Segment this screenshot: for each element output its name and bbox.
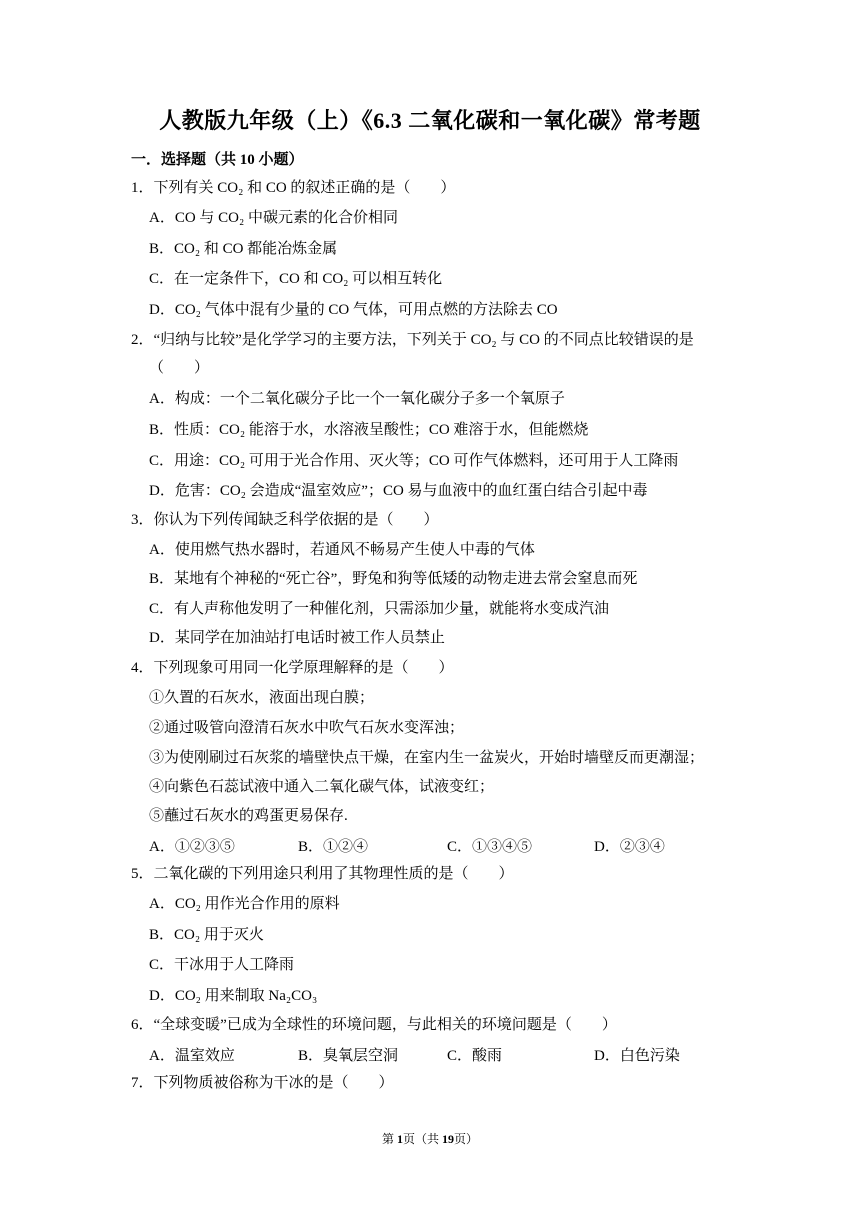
- question-5-option-b: B．CO₂ 用于灭火: [149, 927, 264, 943]
- question-3-option-d: D．某同学在加油站打电话时被工作人员禁止: [149, 630, 445, 646]
- question-5-stem: 5．二氧化碳的下列用途只利用了其物理性质的是（ ）: [131, 866, 514, 882]
- question-4-item-1: ①久置的石灰水，液面出现白膜；: [149, 690, 375, 706]
- question-6-option-d: D．白色污染: [594, 1048, 680, 1064]
- question-2-stem: 2．“归纳与比较”是化学学习的主要方法，下列关于 CO₂ 与 CO 的不同点比较错误的是: [131, 332, 694, 348]
- question-1-stem: 1．下列有关 CO₂ 和 CO 的叙述正确的是（ ）: [131, 180, 456, 196]
- question-1-option-c: C．在一定条件下，CO 和 CO₂ 可以相互转化: [149, 271, 443, 287]
- footer-middle: 页（共: [402, 1132, 442, 1146]
- question-4-item-2: ②通过吸管向澄清石灰水中吹气石灰水变浑浊；: [149, 720, 465, 736]
- question-4-option-c: C．①③④⑤: [447, 839, 533, 855]
- question-4-option-a: A．①②③⑤: [149, 839, 235, 855]
- footer-page-number: 1: [396, 1132, 403, 1146]
- question-6-stem: 6．“全球变暖”已成为全球性的环境问题，与此相关的环境问题是（ ）: [131, 1017, 617, 1033]
- question-4-option-d: D．②③④: [594, 839, 665, 855]
- question-4-option-b: B．①②④: [298, 839, 369, 855]
- question-3-stem: 3．你认为下列传闻缺乏科学依据的是（ ）: [131, 512, 439, 528]
- question-6-option-b: B．臭氧层空洞: [298, 1048, 399, 1064]
- question-6-option-a: A．温室效应: [149, 1048, 235, 1064]
- question-4-item-3: ③为使刚刷过石灰浆的墙壁快点干燥，在室内生一盆炭火，开始时墙壁反而更潮湿；: [149, 750, 705, 766]
- page-title: 人教版九年级（上）《6.3 二氧化碳和一氧化碳》常考题: [159, 108, 701, 133]
- footer-total-pages: 19: [442, 1132, 454, 1146]
- question-1-option-b: B．CO₂ 和 CO 都能冶炼金属: [149, 241, 338, 257]
- question-2-option-c: C．用途：CO₂ 可用于光合作用、灭火等；CO 可作气体燃料，还可用于人工降雨: [149, 453, 679, 469]
- question-3-option-a: A．使用燃气热水器时，若通风不畅易产生使人中毒的气体: [149, 542, 535, 558]
- footer-prefix: 第: [381, 1132, 397, 1146]
- question-3-option-c: C．有人声称他发明了一种催化剂，只需添加少量，就能将水变成汽油: [149, 601, 610, 617]
- question-3-option-b: B．某地有个神秘的“死亡谷”，野兔和狗等低矮的动物走进去常会窒息而死: [149, 571, 638, 587]
- question-4-stem: 4．下列现象可用同一化学原理解释的是（ ）: [131, 660, 454, 676]
- section-heading: 一．选择题（共 10 小题）: [131, 152, 304, 168]
- question-4-item-5: ⑤蘸过石灰水的鸡蛋更易保存.: [149, 808, 348, 824]
- question-7-stem: 7．下列物质被俗称为干冰的是（ ）: [131, 1075, 394, 1091]
- question-2-option-d: D．危害：CO₂ 会造成“温室效应”；CO 易与血液中的血红蛋白结合引起中毒: [149, 483, 648, 499]
- question-6-option-c: C．酸雨: [447, 1048, 503, 1064]
- question-5-option-a: A．CO₂ 用作光合作用的原料: [149, 896, 340, 912]
- question-1-option-d: D．CO₂ 气体中混有少量的 CO 气体，可用点燃的方法除去 CO: [149, 302, 558, 318]
- question-5-option-c: C．干冰用于人工降雨: [149, 957, 295, 973]
- footer-suffix: 页）: [454, 1132, 479, 1146]
- page-footer: [0, 1130, 860, 1147]
- question-2-option-a: A．构成：一个二氧化碳分子比一个一氧化碳分子多一个氧原子: [149, 391, 565, 407]
- question-1-option-a: A．CO 与 CO₂ 中碳元素的化合价相同: [149, 210, 398, 226]
- question-4-item-4: ④向紫色石蕊试液中通入二氧化碳气体，试液变红；: [149, 779, 495, 795]
- question-2-option-b: B．性质：CO₂ 能溶于水，水溶液呈酸性；CO 难溶于水，但能燃烧: [149, 422, 589, 438]
- question-2-stem-continued: （ ）: [149, 360, 210, 376]
- question-5-option-d: D．CO₂ 用来制取 Na₂CO₃: [149, 988, 318, 1004]
